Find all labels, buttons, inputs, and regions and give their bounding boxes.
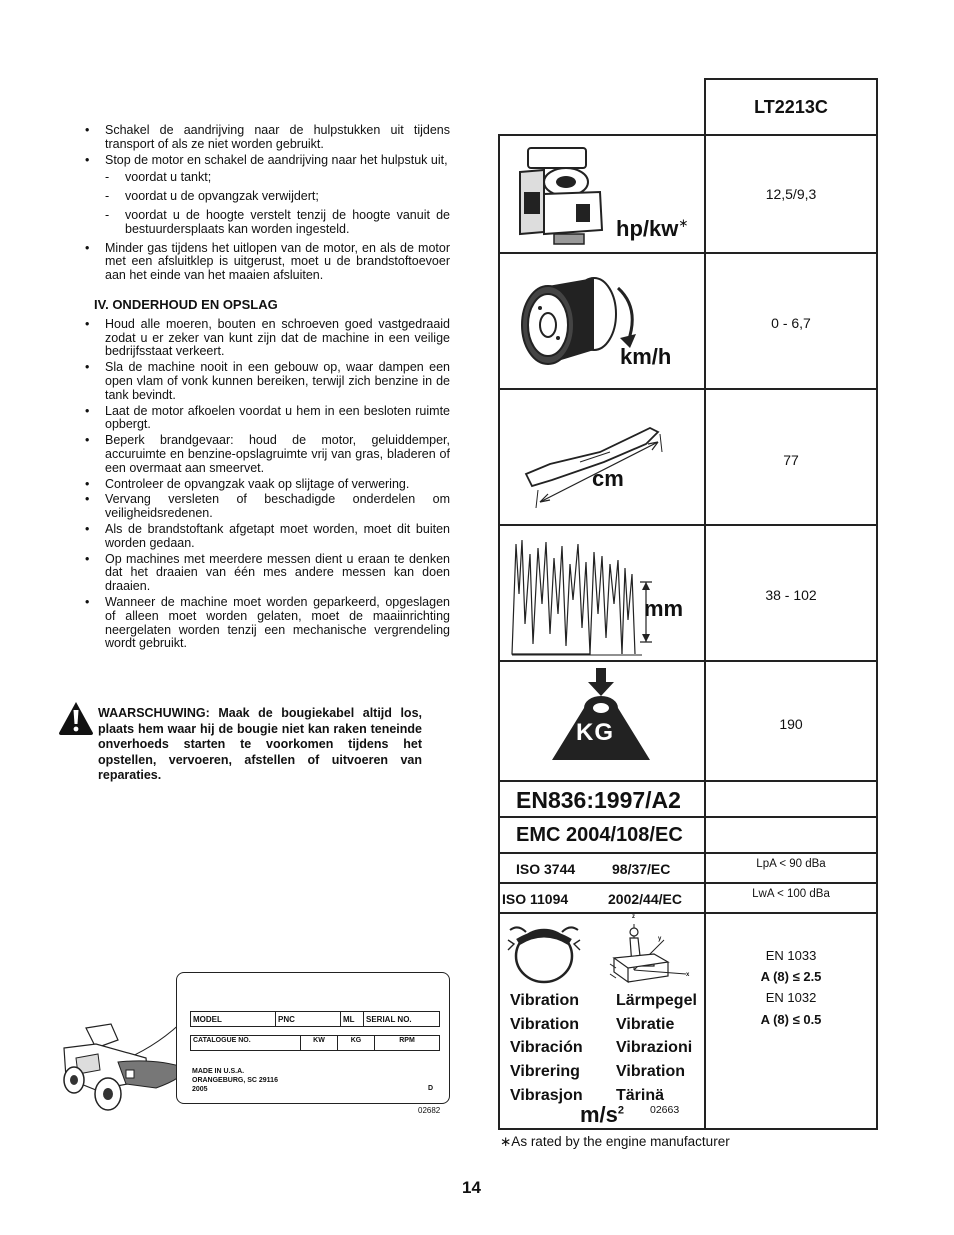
power-value: 12,5/9,3 (765, 186, 817, 202)
plate-manufacturer: MADE IN U.S.A. ORANGEBURG, SC 29116 2005 (192, 1068, 278, 1093)
blade-icon (520, 410, 668, 510)
iso11094-value-cell (704, 882, 878, 914)
safety-text-column (84, 124, 450, 653)
emc-cell (498, 816, 706, 854)
sound-power-value: LwA < 100 dBa (752, 888, 830, 900)
model-header-cell (704, 78, 878, 136)
vibration-label: Vibrering (510, 1063, 580, 1080)
cutting-width-unit: cm (592, 466, 624, 491)
list-item: • Vervang versleten of beschadigde onderdelen om veiligheidsredenen. (84, 493, 450, 521)
list-item: • Stop de motor en schakel de aandrijving naar het hulpstuk uit, - voordat u tankt; - voordat u de opvangzak verwijdert; - voordat u de hoogte verstelt tenzij de hoogte vanuit de bestuurdersplaats kan worden ingesteld. (84, 154, 450, 237)
sub-list-item: - voordat u de hoogte verstelt tenzij de hoogte vanuit de bestuurdersplaats kan worden ingesteld. (105, 209, 450, 237)
cutting-width-value-cell (704, 388, 878, 526)
en836-cell (498, 780, 706, 818)
power-value-cell (704, 134, 878, 254)
iso11094-cell: ISO 11094 2002/44/EC (498, 882, 706, 914)
weight-value: 190 (779, 716, 803, 732)
vibration-label: Vibrazioni (616, 1039, 693, 1056)
speed-value: 0 - 6,7 (771, 315, 811, 331)
speed-unit: km/h (620, 344, 672, 369)
vibration-label: Vibración (510, 1039, 583, 1056)
cutting-height-icon-cell (498, 524, 706, 662)
vibration-figure-code: 02663 (650, 1104, 680, 1116)
weight-icon-cell (498, 660, 706, 782)
sound-pressure-value: LpA < 90 dBa (756, 858, 826, 870)
plate-row-bottom: CATALOGUE NO. KW KG RPM (190, 1035, 440, 1051)
speed-icon-cell (498, 252, 706, 390)
bullet-list-maintenance (84, 318, 450, 651)
list-item: • Op machines met meerdere messen dient u eraan te denken dat het draaien van één mes andere messen kan doen draaien. (84, 553, 450, 594)
cutting-height-value: 38 - 102 (765, 587, 817, 603)
vibration-label: Tärinä (616, 1087, 665, 1104)
cutting-height-unit: mm (644, 596, 684, 621)
sub-list-item: - voordat u de opvangzak verwijdert; (105, 190, 450, 204)
list-item: • Schakel de aandrijving naar de hulpstukken uit tijdens transport of als ze niet worden gebruikt. (84, 124, 450, 152)
list-item: • Laat de motor afkoelen voordat u hem in een besloten ruimte opbergt. (84, 405, 450, 433)
page-number: 14 (462, 1178, 481, 1197)
vibration-label: Vibration (510, 1016, 580, 1033)
plate-figure-code: 02682 (418, 1106, 441, 1115)
section-heading: IV. ONDERHOUD EN OPSLAG (94, 296, 278, 312)
list-item: • Sla de machine nooit in een gebouw op, waar dampen een open vlam of vonk kunnen bereiken, terwijl zich benzine in de tank bevindt. (84, 361, 450, 402)
cutting-height-value-cell (704, 524, 878, 662)
en836-standard: EN836:1997/A2 (516, 787, 681, 813)
axis-y-label: y (658, 936, 662, 942)
weight-value-cell (704, 660, 878, 782)
warning-block (58, 700, 422, 783)
vibration-label: Lärmpegel (616, 992, 697, 1009)
en836-value-cell (704, 780, 878, 818)
cutting-width-value: 77 (783, 452, 799, 468)
axis-x-label: x (686, 972, 690, 978)
axis-z-label: z (632, 914, 635, 920)
power-icon-cell (498, 134, 706, 254)
warning-triangle-icon (58, 700, 94, 736)
iso3744-value-cell (704, 852, 878, 884)
vibration-label: Vibrasjon (510, 1087, 583, 1104)
bullet-list-operation (84, 124, 450, 283)
serial-label-plate: MODEL PNC ML SERIAL NO. CATALOGUE NO. KW KG RPM MADE IN U.S.A. ORANGEBURG, SC 29116 2005 D (176, 972, 450, 1104)
list-item: • Houd alle moeren, bouten en schroeven goed vastgedraaid zodat u er zeker van kunt zijn dat de machine in een veilige bedrijfsstaat verkeert. (84, 318, 450, 359)
vibration-value-cell: EN 1033 A (8) ≤ 2.5 EN 1032 A (8) ≤ 0.5 (704, 912, 878, 1130)
emc-value-cell (704, 816, 878, 854)
weight-icon (546, 666, 656, 764)
vibration-cell (498, 912, 706, 1130)
engine-icon (514, 142, 614, 250)
vibration-label: Vibration (510, 992, 580, 1009)
vibration-unit: $m/s^2$ (580, 1102, 625, 1127)
plate-row-top: MODEL PNC ML SERIAL NO. (190, 1011, 440, 1027)
list-item: • Als de brandstoftank afgetapt moet worden, moet dit buiten worden gedaan. (84, 523, 450, 551)
speed-value-cell (704, 252, 878, 390)
sub-list-item: - voordat u tankt; (105, 171, 450, 185)
iso3744-cell: ISO 3744 98/37/EC (498, 852, 706, 884)
warning-text: WAARSCHUWING: Maak de bougiekabel altijd los, plaats hem waar hij de bougie niet kan raken teneinde onverhoeds starten te voorkomen tijdens het opstellen, vervoeren, afstellen of uitvoeren van reparaties. (98, 706, 422, 783)
steering-wheel-icon (504, 920, 584, 990)
power-unit: hp/kw∗ (616, 216, 689, 241)
list-item: • Beperk brandgevaar: houd de motor, geluiddemper, accuruimte en benzine-opslagruimte vrij van gras, bladeren of een overmaat aan smeervet. (84, 434, 450, 475)
cutting-width-icon-cell (498, 388, 706, 526)
list-item: • Controleer de opvangzak vaak op slijtage of verwering. (84, 478, 450, 492)
list-item: • Wanneer de machine moet worden geparkeerd, opgeslagen of alleen moet worden gelaten, moet de maaiinrichting neergelaten worden tenzij een mechanische vergrendeling wordt gebruikt. (84, 596, 450, 651)
weight-label: KG (576, 719, 614, 746)
footnote: ∗As rated by the engine manufacturer (500, 1134, 730, 1149)
sub-list (105, 171, 450, 236)
list-item: • Minder gas tijdens het uitlopen van de motor, en als de motor met een afsluitklep is uitgerust, moet u de brandstoftoevoer aan het einde van het maaien afsluiten. (84, 242, 450, 283)
model-name: LT2213C (754, 97, 828, 117)
emc-standard: EMC 2004/108/EC (516, 824, 683, 846)
vibration-label: Vibratie (616, 1016, 675, 1033)
specification-table (498, 78, 878, 1130)
vibration-label: Vibration (616, 1063, 686, 1080)
